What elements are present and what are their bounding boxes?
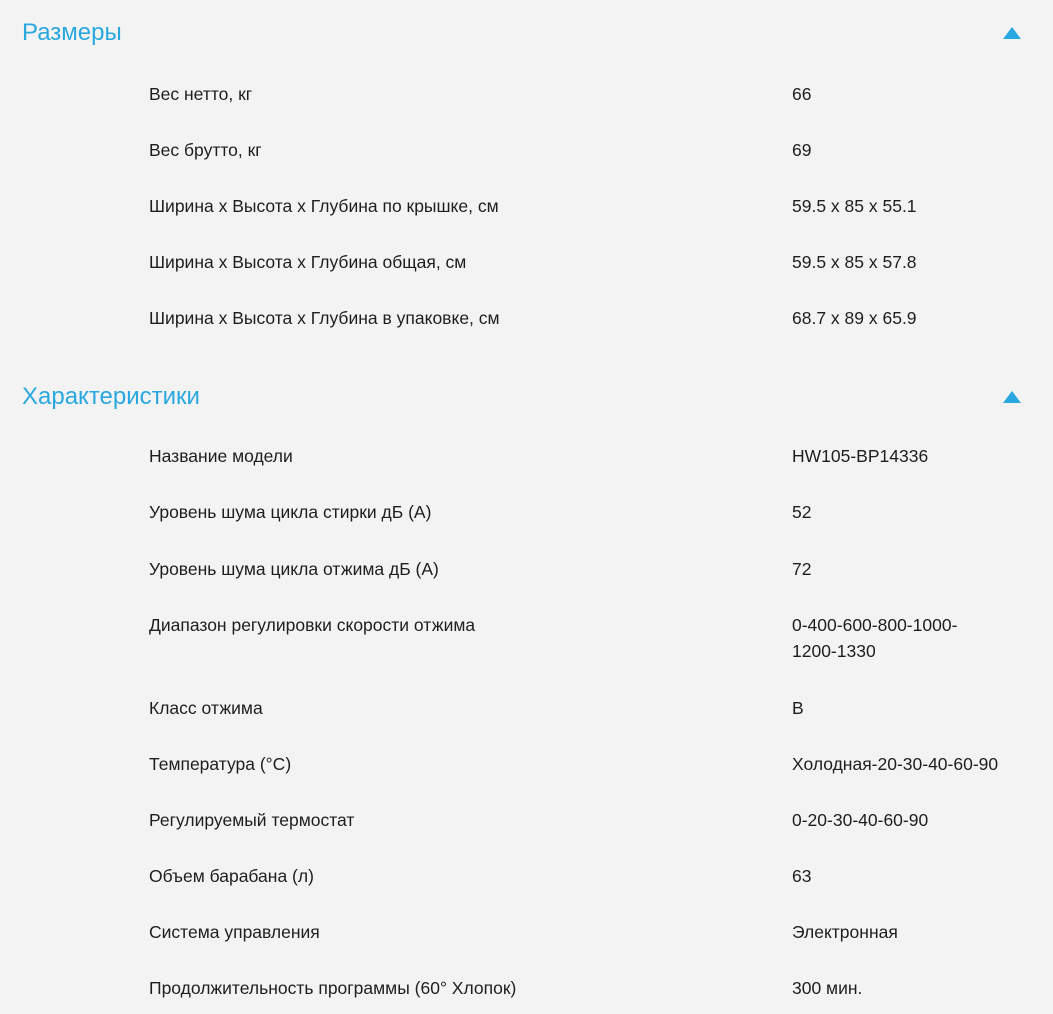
spec-label: Регулируемый термостат <box>149 810 355 830</box>
spec-label: Ширина х Высота х Глубина общая, см <box>149 252 467 272</box>
spec-label: Класс отжима <box>149 698 263 718</box>
spec-value: 66 <box>792 84 812 104</box>
spec-label: Температура (°C) <box>149 754 292 774</box>
spec-value: 69 <box>792 140 812 160</box>
spec-label: Уровень шума цикла стирки дБ (А) <box>149 502 432 522</box>
spec-value: 63 <box>792 866 812 886</box>
spec-value: 72 <box>792 559 812 579</box>
spec-label: Продолжительность программы (60° Хлопок) <box>149 978 517 998</box>
spec-label: Вес нетто, кг <box>149 84 253 104</box>
section-header-characteristics[interactable] <box>0 381 1053 421</box>
section-title: Размеры <box>22 19 122 46</box>
spec-value: 59.5 x 85 x 57.8 <box>792 252 917 272</box>
spec-value: Электронная <box>792 922 898 942</box>
spec-value: 0-400-600-800-1000-1200-1330 <box>792 615 958 661</box>
spec-value: 59.5 x 85 x 55.1 <box>792 196 917 216</box>
spec-label: Уровень шума цикла отжима дБ (А) <box>149 559 439 579</box>
spec-label: Вес брутто, кг <box>149 140 262 160</box>
spec-value: 52 <box>792 502 812 522</box>
triangle-up-icon[interactable] <box>1003 27 1021 39</box>
spec-label: Объем барабана (л) <box>149 866 314 886</box>
spec-label: Ширина х Высота х Глубина в упаковке, см <box>149 308 500 328</box>
spec-value: 300 мин. <box>792 978 863 998</box>
spec-value: 0-20-30-40-60-90 <box>792 810 929 830</box>
spec-value: 68.7 x 89 x 65.9 <box>792 308 917 328</box>
triangle-up-icon[interactable] <box>1003 391 1021 403</box>
spec-label: Система управления <box>149 922 320 942</box>
spec-label: Диапазон регулировки скорости отжима <box>149 615 476 635</box>
section-title: Характеристики <box>22 383 200 410</box>
spec-value: Холодная-20-30-40-60-90 <box>792 754 999 774</box>
spec-label: Ширина х Высота х Глубина по крышке, см <box>149 196 499 216</box>
section-header-dimensions[interactable] <box>0 17 1053 57</box>
spec-label: Название модели <box>149 446 293 466</box>
spec-value: B <box>792 698 804 718</box>
spec-value: HW105-BP14336 <box>792 446 929 466</box>
